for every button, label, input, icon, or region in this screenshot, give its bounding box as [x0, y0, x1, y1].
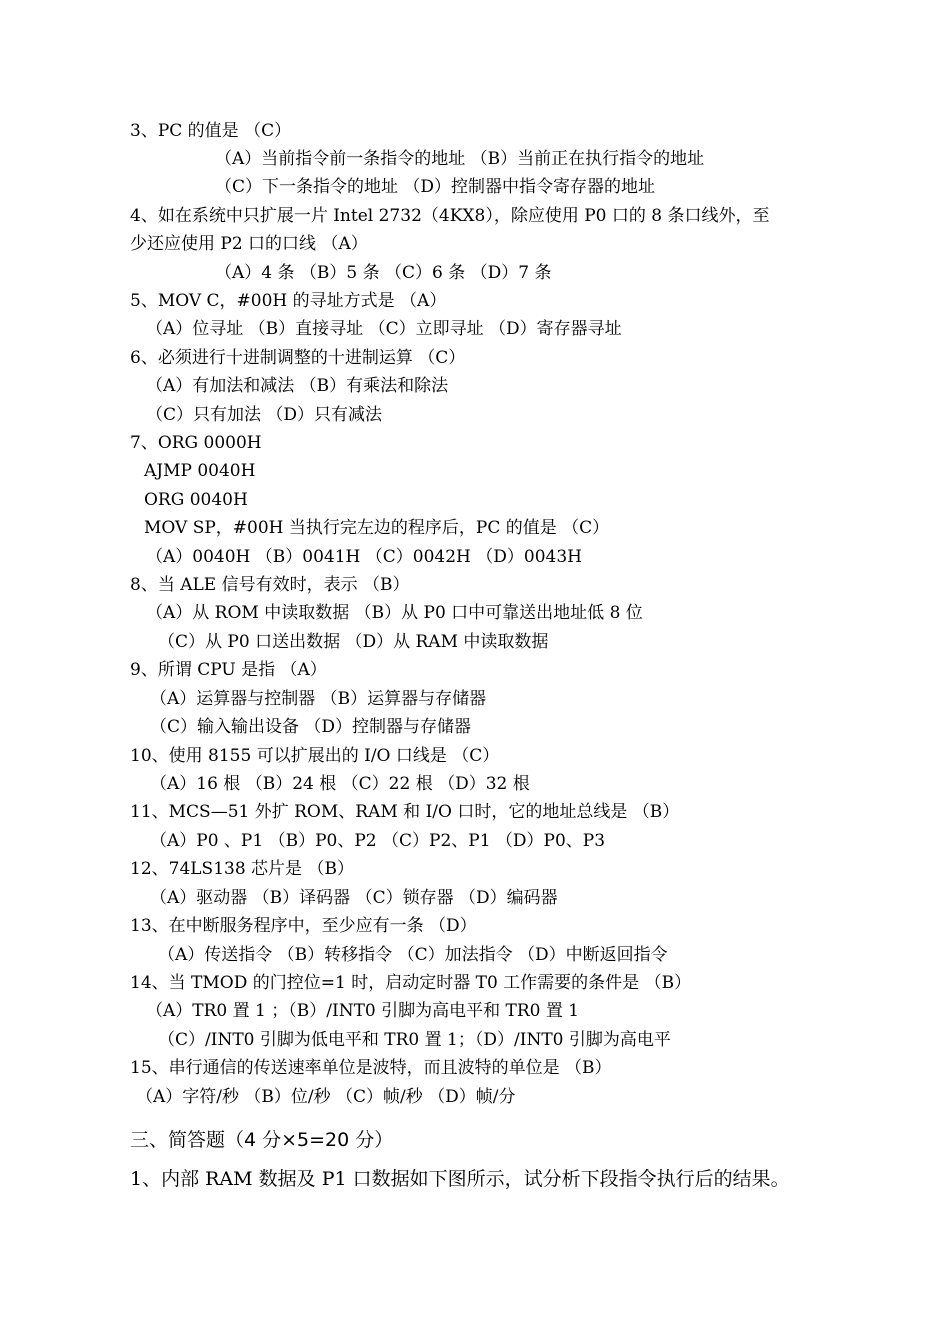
question-7-options: （A）0040H （B）0041H （C）0042H （D）0043H	[146, 547, 582, 567]
question-14: 14、当 TMOD 的门控位=1 时，启动定时器 T0 工作需要的条件是 （B）	[130, 973, 692, 993]
question-7-code-line-2: AJMP 0040H	[144, 461, 256, 481]
question-10: 10、使用 8155 可以扩展出的 I/O 口线是 （C）	[130, 746, 500, 766]
question-5-options: （A）位寻址 （B）直接寻址 （C）立即寻址 （D）寄存器寻址	[146, 319, 622, 339]
question-13: 13、在中断服务程序中，至少应有一条 （D）	[130, 916, 477, 936]
question-8-options-ab: （A）从 ROM 中读取数据 （B）从 P0 口中可靠送出地址低 8 位	[146, 603, 643, 623]
question-4-continued: 少还应使用 P2 口的口线 （A）	[130, 234, 368, 254]
question-15-options: （A）字符/秒 （B）位/秒 （C）帧/秒 （D）帧/分	[136, 1087, 516, 1107]
question-4: 4、如在系统中只扩展一片 Intel 2732（4KX8），除应使用 P0 口的 8 条口线外，至	[130, 206, 770, 226]
question-8-options-cd: （C）从 P0 口送出数据 （D）从 RAM 中读取数据	[158, 632, 549, 652]
question-13-options: （A）传送指令 （B）转移指令 （C）加法指令 （D）中断返回指令	[158, 945, 668, 965]
question-7-code-line-3: ORG 0040H	[144, 490, 248, 510]
question-4-options: （A）4 条 （B）5 条 （C）6 条 （D）7 条	[215, 263, 552, 283]
question-3-options-cd: （C）下一条指令的地址 （D）控制器中指令寄存器的地址	[215, 177, 656, 197]
question-3: 3、PC 的值是 （C）	[130, 121, 292, 141]
question-9-options-ab: （A）运算器与控制器 （B）运算器与存储器	[150, 689, 487, 709]
question-6-options-cd: （C）只有加法 （D）只有减法	[146, 405, 383, 425]
question-10-options: （A）16 根 （B）24 根 （C）22 根 （D）32 根	[150, 774, 530, 794]
question-15: 15、串行通信的传送速率单位是波特，而且波特的单位是 （B）	[130, 1058, 612, 1078]
question-12-options: （A）驱动器 （B）译码器 （C）锁存器 （D）编码器	[150, 888, 558, 908]
question-6: 6、必须进行十进制调整的十进制运算 （C）	[130, 348, 466, 368]
question-8: 8、当 ALE 信号有效时，表示 （B）	[130, 575, 410, 595]
section-heading: 三、简答题（4 分×5=20 分）	[130, 1129, 394, 1151]
question-6-options-ab: （A）有加法和减法 （B）有乘法和除法	[146, 376, 449, 396]
question-3-options-ab: （A）当前指令前一条指令的地址 （B）当前正在执行指令的地址	[215, 149, 705, 169]
question-14-options-ab: （A）TR0 置 1 ；（B）/INT0 引脚为高电平和 TR0 置 1	[146, 1001, 580, 1021]
question-11-options: （A）P0 、P1 （B）P0、P2 （C）P2、P1 （D）P0、P3	[150, 831, 606, 851]
question-5: 5、MOV C，#00H 的寻址方式是 （A）	[130, 291, 447, 311]
question-7: 7、ORG 0000H	[130, 433, 262, 453]
question-12: 12、74LS138 芯片是 （B）	[130, 859, 354, 879]
short-answer-question-1: 1、内部 RAM 数据及 P1 口数据如下图所示，试分析下段指令执行后的结果。	[130, 1168, 790, 1190]
question-14-options-cd: （C）/INT0 引脚为低电平和 TR0 置 1；（D）/INT0 引脚为高电平	[158, 1030, 671, 1050]
question-7-code-line-4: MOV SP，#00H 当执行完左边的程序后，PC 的值是 （C）	[144, 518, 610, 538]
question-11: 11、MCS—51 外扩 ROM、RAM 和 I/O 口时，它的地址总线是 （B）	[130, 802, 680, 822]
question-9-options-cd: （C）输入输出设备 （D）控制器与存储器	[150, 717, 472, 737]
question-9: 9、所谓 CPU 是指 （A）	[130, 660, 327, 680]
